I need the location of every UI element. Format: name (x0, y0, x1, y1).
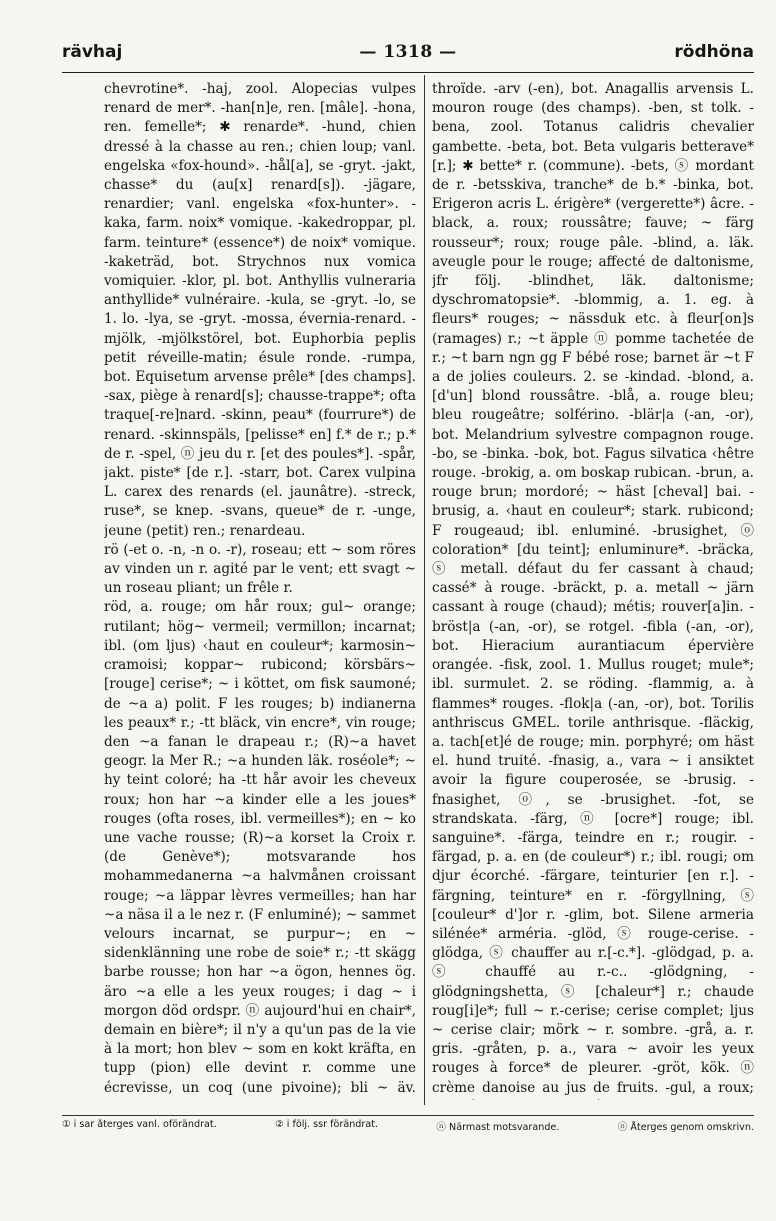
footnote-3: ⓝ Närmast motsvarande. (436, 1122, 560, 1133)
entry-ravhaj-continued: chevrotine*. -haj, zool. Alopecias vulpes renard de mer*. -han[n]e, ren. [mâle]. -hona, ren. femelle*; ✱ renarde*. -hund, chien dressé à la chasse au ren.; chien loup; vanl. engelska «fox-hound». -hål[a], se -gryt. -jakt, chasse* du (au[x] renard[s]). -jägare, renardier; vanl. engelska «fox-hunter». -kaka, farm. noix* vomique. -kakedroppar, pl. farm. teinture* (essence*) de noix* vomique. -kaketräd, bot. Strychnos nux vomica vomiquier. -klor, pl. bot. Anthyllis vulneraria anthyllide* vulnéraire. -kula, se -gryt. -lo, se 1. lo. -lya, se -gryt. -mossa, évernia-renard. -mjölk, -mjölkstörel, bot. Euphorbia peplis petit réveille-matin; ésule ronde. -rumpa, bot. Equisetum arvense prêle* [des champs]. -sax, piège à renard[s]; chausse-trappe*; ofta traque[-re]nard. -skinn, peau* (fourrure*) de renard. -skinnspäls, [pelisse* en] f.* de r.; p.* de r. -spel, ⓝ jeu du r. [et des poules*]. -spår, jakt. piste* [de r.]. -starr, bot. Carex vulpina L. carex des renards (el. jaunâtre). -streck, ruse*, se knep. -svans, queue* de r. -unge, jeune (petit) ren.; renardeau. (104, 81, 416, 539)
right-guideword: rödhöna (674, 42, 754, 62)
footnote-1: ① i sar återges vanl. oförändrat. (62, 1119, 217, 1130)
footnote-legend (62, 1119, 754, 1133)
column-divider (424, 75, 425, 1105)
footnote-2: ② i följ. ssr förändrat. (275, 1119, 379, 1130)
entry-ro: rö (-et o. -n, -n o. -r), roseau; ett ~ som röres av vinden un r. agité par le vent; ett svagt ~ un roseau pliant; un frêle r. (104, 541, 416, 597)
footnote-4: ⓞ Återges genom omskrivn. (617, 1122, 754, 1133)
page-header (62, 38, 754, 74)
left-guideword: rävhaj (62, 42, 123, 62)
footer-rule (62, 1115, 754, 1116)
entry-rod-compounds: throïde. -arv (-en), bot. Anagallis arvensis L. mouron rouge (des champs). -ben, st tolk. -bena, zool. Totanus calidris chevalier gambette. -beta, bot. Beta vulgaris betterave* [r.]; ✱ bette* r. (commune). -bets, ⓢ mordant de r. -betsskiva, tranche* de b.* -binka, bot. Erigeron acris L. érigère* (vergerette*) âcre. -black, a. roux; roussâtre; fauve; ~ färg rousseur*; roux; rouge pâle. -blind, a. läk. aveugle pour le rouge; affecté de daltonisme, jfr följ. -blindhet, läk. daltonisme; dyschromatopsie*. -blommig, a. 1. eg. à fleurs* rouges; ~ nässduk etc. à fleur[on]s (ramages) r.; ~t äpple ⓝ pomme tachetée de r.; ~t barn ngn gg F bébé rose; barnet är ~t F a de jolies couleurs. 2. se -kindad. -blond, a. [d'un] blond roussâtre. -blå, a. rouge bleu; bleu rougeâtre; solférino. -blär|a (-an, -or), bot. Melandrium sylvestre compagnon rouge. -bo, se -binka. -bok, bot. Fagus silvatica ‹hêtre rouge. -brokig, a. om boskap rubican. -brun, a. rouge brun; mordoré; ~ häst [cheval] bai. -brusig, a. ‹haut en couleur*; stark. rubicond; F rougeaud; ibl. enluminé. -brusighet, ⓞ coloration* [du teint]; enluminure*. -bräcka, ⓢ metall. défaut du fer cassant à chaud; cassé* à rouge. -bräckt, p. a. metall ~ järn cassant à rouge (chaud); métis; rouver[a]in. -bröst|a (-an, -or), se rotgel. -fibla (-an, -or), bot. Hieracium aurantiacum épervière orangée. -fisk, zool. 1. Mullus rouget; mule*; ibl. surmulet. 2. se röding. -flammig, a. à flammes* rouges. -flok|a (-an, -or), bot. Torilis anthriscus GMEL. torile anthrisque. -fläckig, a. tach[et]é de rouge; min. porphyré; om häst el. hund truité. -fnasig, a., vara ~ i ansiktet avoir la figure couperosée, se -brusig. -fnasighet, ⓞ, se -brusighet. -fot, se strandskata. -färg, ⓝ [ocre*] rouge; ibl. sanguine*. -färga, teindre en r.; rougir. -färgad, p. a. en (de couleur*) r.; ibl. rougi; om djur écorché. -färgare, teinturier [en r.]. -färgning, teinture* en r. -förgyllning, ⓢ [couleur* d']or r. -glim, bot. Silene armeria silénée* arméria. -glöd, ⓢ rouge-cerise. -glödga, ⓢ chauffer au r.[-c.*]. -glödgad, p. a. ⓢ chauffé au r.-c.. -glödgning, -glödgningshetta, ⓢ [chaleur*] r.; chaude roug[i]e*; full ~ r.-cerise; cerise complet; ljus ~ cerise clair; mörk ~ r. sombre. -grå, a. r. gris. -gråten, p. a., vara ~ avoir les yeux rouges à force* de pleurer. -gröt, kök. ⓝ crème danoise au jus de fruits. -gul, a roux; (432, 81, 754, 1096)
right-column (432, 80, 754, 1100)
page-number: — 1318 — (359, 42, 457, 62)
left-column (104, 80, 416, 1100)
entry-rod: röd, a. rouge; om hår roux; gul~ orange; rutilant; hög~ vermeil; vermillon; incarnat; ibl. (om ljus) ‹haut en couleur*; karmosin~ cramoisi; koppar~ rubicond; körsbärs~ [rouge] cerise*; ~ i köttet, om fisk saumoné; de ~a a) polit. F les rouges; b) indianerna les peaux* r.; -tt bläck, vin encre*, vin rouge; den ~a fanan le drapeau r.; (R)~a havet geogr. la Mer R.; ~a hunden läk. roséole*; ~ hy teint coloré; ha -tt hår avoir les cheveux roux; hon har ~a kinder elle a les joues* rouges (ofta roses, ibl. vermeilles*); en ~ ko une vache rousse; (R)~a korset la Croix r. (de Genève*); motsvarande hos mohammedanerna ~a halvmånen croissant rouge; ~a läppar lèvres vermeilles; han har ~a näsa il a le nez r. (F enluminé); ~ sammet velours incarnat, se purpur~; en ~ sidenklänning une robe de soie* r.; -tt skägg barbe rousse; hon har ~a ögon, hennes ög. äro ~a elle a les yeux rouges; i dag ~ i morgon död ordspr. ⓝ aujourd'hui en chair*, demain en bière*; il n'y a qu'un pas de la vie à la mort; hon blev ~ som en kokt kräfta, en tupp (pion) elle devint r. comme une écrevisse, un coq (une pivoine); bli ~ äv. (104, 599, 416, 1096)
header-rule (62, 72, 754, 73)
